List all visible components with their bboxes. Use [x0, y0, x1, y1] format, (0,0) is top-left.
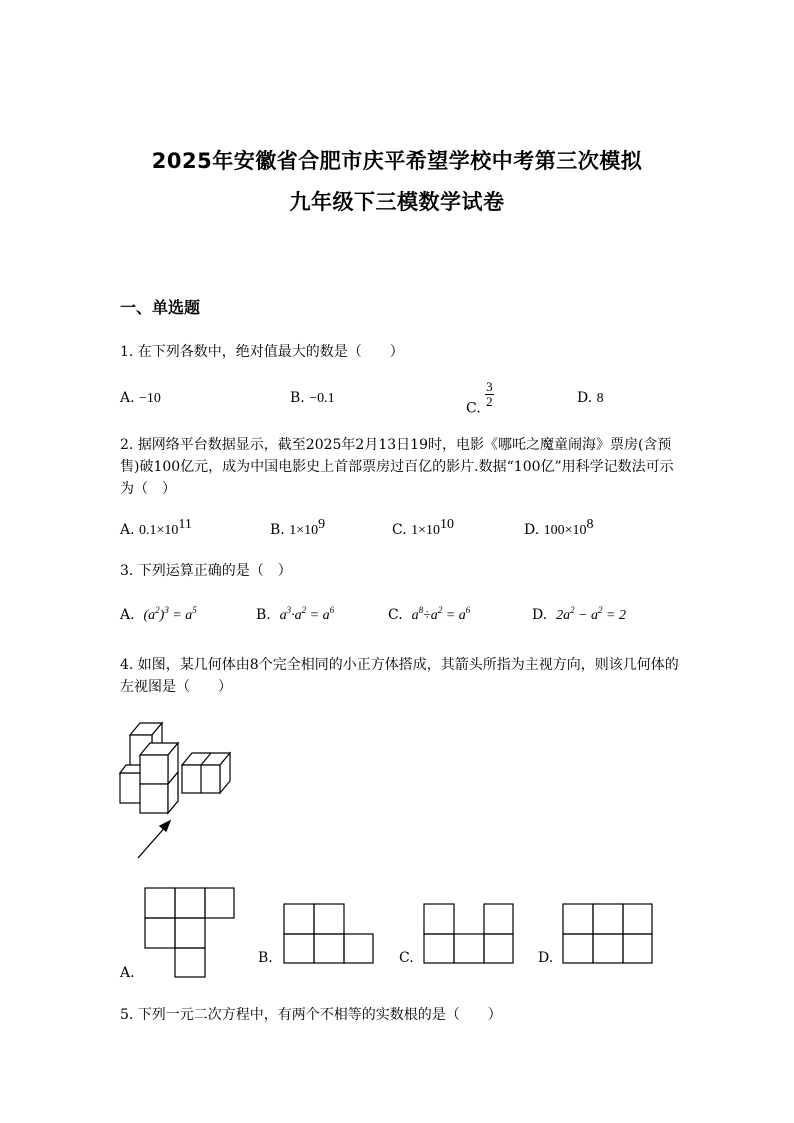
section-heading: 一、单选题 [120, 298, 201, 317]
question-3-option-d[interactable]: D. $2a^2 - a^2 = 2$ [532, 605, 626, 623]
option-a-view-drawing [145, 888, 235, 978]
question-4-stem: 4. 如图，某几何体由8个完全相同的小正方体搭成，其箭头所指为主视方向，则该几何体的左视图是（ ） [120, 657, 679, 695]
question-3-option-a[interactable]: A. $(a^2)^3 = a^5$ [120, 605, 197, 623]
question-1-option-d[interactable]: D. 8 [577, 390, 604, 406]
exam-title-line2: 九年级下三模数学试卷 [289, 190, 505, 214]
question-2-stem: 2. 据网络平台数据显示，截至2025年2月13日19时，电影《哪吒之魔童闹海》票房(含预售)破100亿元，成为中国电影史上首部票房过百亿的影片.数据“100亿”用科学记数法可示为（ ） [120, 437, 674, 497]
cube-stack-figure [110, 715, 240, 865]
question-1-stem: 1. 在下列各数中，绝对值最大的数是（ ） [120, 344, 404, 360]
question-4-option-b[interactable]: B. [258, 950, 273, 966]
option-c-view-drawing [424, 904, 514, 964]
question-4-option-d[interactable]: D. [538, 950, 554, 966]
question-2-option-b[interactable]: B. $1\times 10^9$ [270, 517, 326, 538]
question-3-option-c[interactable]: C. $a^8\div a^2 = a^6$ [388, 605, 471, 623]
question-3-stem: 3. 下列运算正确的是（ ） [120, 563, 292, 579]
question-2-option-c[interactable]: C. $1\times 10^{10}$ [392, 517, 455, 538]
fraction-three-halves: $\frac{3}{2}$ [486, 379, 493, 409]
option-b-view-drawing [284, 904, 374, 964]
question-1-option-c[interactable]: C. $\frac{3}{2}$ [466, 379, 493, 417]
question-3-option-b[interactable]: B. $a^3\cdot a^2 = a^6$ [256, 605, 335, 623]
view-direction-arrow [138, 821, 170, 858]
exam-title-line1: 2025年安徽省合肥市庆平希望学校中考第三次模拟 [151, 149, 643, 173]
question-2-option-a[interactable]: A. $0.1\times 10^{11}$ [120, 517, 192, 538]
question-1-option-b[interactable]: B. −0.1 [290, 390, 335, 406]
question-1-option-a[interactable]: A. −10 [120, 390, 161, 406]
question-2-option-d[interactable]: D. $100\times 10^8$ [524, 517, 594, 538]
question-4-option-c[interactable]: C. [399, 950, 414, 966]
option-d-view-drawing [563, 904, 653, 964]
question-5-stem: 5. 下列一元二次方程中，有两个不相等的实数根的是（ ） [120, 1007, 502, 1023]
question-4-option-a[interactable]: A. [120, 965, 135, 981]
